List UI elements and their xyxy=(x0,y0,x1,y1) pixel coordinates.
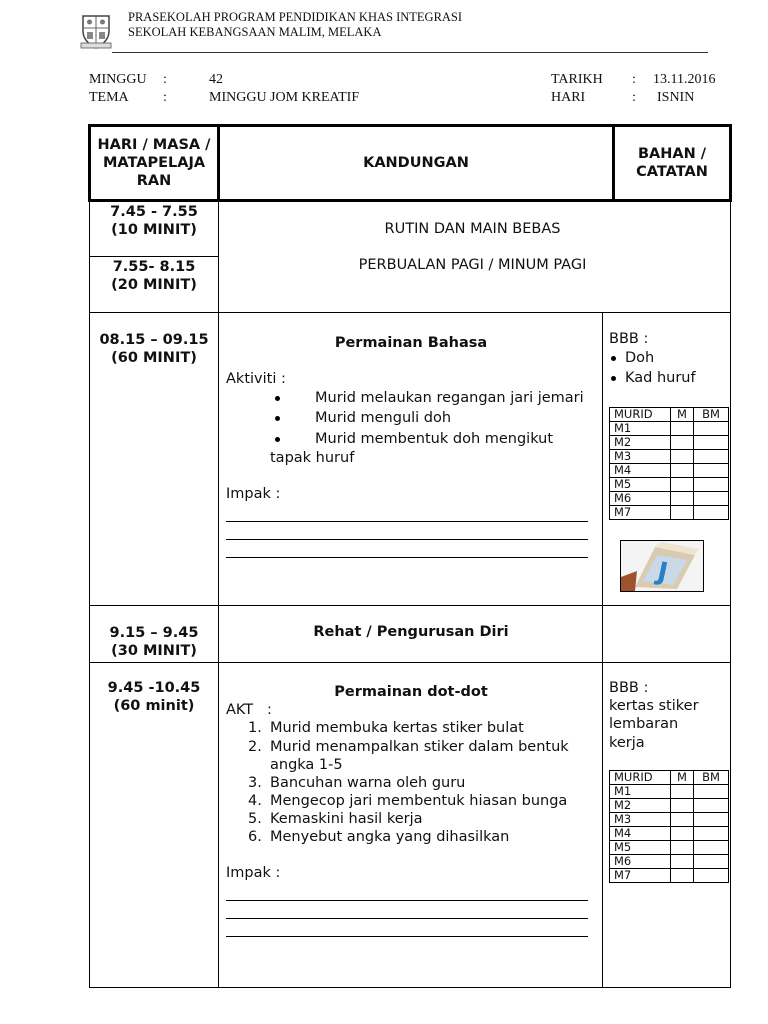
row2-item-2: Murid menguli doh xyxy=(315,410,452,426)
impak-line xyxy=(226,918,588,919)
row2-impak-label: Impak : xyxy=(226,486,281,502)
minggu-colon: : xyxy=(163,72,167,87)
tema-colon: : xyxy=(163,90,167,105)
row3-content: Rehat / Pengurusan Diri xyxy=(313,624,509,640)
row2-bbb-item-1: Doh xyxy=(625,350,655,366)
row4-num-1: 1. xyxy=(248,720,262,736)
hari-value: ISNIN xyxy=(657,90,695,105)
hari-label: HARI xyxy=(551,90,586,105)
row2-aktiviti-label: Aktiviti : xyxy=(226,371,286,387)
impak-line xyxy=(226,539,588,540)
bullet-icon xyxy=(611,356,616,361)
row2-item-1: Murid melaukan regangan jari jemari xyxy=(315,390,584,406)
row2-bbb-item-2: Kad huruf xyxy=(625,370,696,386)
row4-item-2: Murid menampalkan stiker dalam bentuk xyxy=(270,739,569,755)
row4-num-4: 4. xyxy=(248,793,262,809)
row2-time: 08.15 – 09.15 (60 MINIT) xyxy=(99,332,209,366)
header-hari-masa: HARI / MASA / MATAPELAJA RAN xyxy=(97,137,211,189)
impak-line xyxy=(226,557,588,558)
row1-time-2: 7.55- 8.15 (20 MINIT) xyxy=(111,259,197,293)
row2-bbb-label: BBB : xyxy=(609,331,649,347)
murid-table-1: MURID M BM M1 M2 M3 M4 M5 M6 M7 xyxy=(609,407,729,520)
header-kandungan: KANDUNGAN xyxy=(363,155,469,171)
row4-item-6: Menyebut angka yang dihasilkan xyxy=(270,829,510,845)
letter-j: J xyxy=(654,556,671,589)
minggu-label: MINGGU xyxy=(89,72,147,87)
tarikh-colon: : xyxy=(632,72,636,87)
row4-time: 9.45 -10.45 (60 minit) xyxy=(107,680,201,714)
impak-line xyxy=(226,521,588,522)
bullet-icon xyxy=(275,416,280,421)
row4-bbb-label: BBB : xyxy=(609,680,649,696)
row4-bbb-line-3: kerja xyxy=(609,735,645,751)
row4-num-6: 6. xyxy=(248,829,262,845)
tema-value: MINGGU JOM KREATIF xyxy=(209,90,360,105)
row4-title: Permainan dot-dot xyxy=(334,684,488,700)
row2-item-3-cont: tapak huruf xyxy=(270,450,355,466)
bullet-icon xyxy=(275,437,280,442)
header-line-1: PRASEKOLAH PROGRAM PENDIDIKAN KHAS INTEGRASI xyxy=(128,10,463,24)
row4-bbb-line-2: lembaran xyxy=(609,716,679,732)
row4-item-4: Mengecop jari membentuk hiasan bunga xyxy=(270,793,568,809)
row4-num-5: 5. xyxy=(248,811,262,827)
row1-content-perbualan: PERBUALAN PAGI / MINUM PAGI xyxy=(358,257,587,273)
bullet-icon xyxy=(275,396,280,401)
hari-colon: : xyxy=(632,90,636,105)
row2-item-3: Murid membentuk doh mengikut xyxy=(315,431,554,447)
row4-item-2-cont: angka 1-5 xyxy=(270,757,343,773)
row4-item-1: Murid membuka kertas stiker bulat xyxy=(270,720,524,736)
row4-bbb-line-1: kertas stiker xyxy=(609,698,699,714)
row3-time: 9.15 – 9.45 (30 MINIT) xyxy=(109,625,199,659)
row4-num-2: 2. xyxy=(248,739,262,755)
letter-block-image xyxy=(620,540,704,592)
murid-table-2: MURID M BM M1 M2 M3 M4 M5 M6 M7 xyxy=(609,770,729,883)
row4-num-3: 3. xyxy=(248,775,262,791)
impak-line xyxy=(226,900,588,901)
minggu-value: 42 xyxy=(209,72,223,87)
row1-content-rutin: RUTIN DAN MAIN BEBAS xyxy=(384,221,561,237)
school-crest-icon xyxy=(80,13,112,49)
header-bahan-catatan: BAHAN / CATATAN xyxy=(636,146,708,180)
row4-impak-label: Impak : xyxy=(226,865,281,881)
impak-line xyxy=(226,936,588,937)
header-divider xyxy=(112,52,708,53)
row1-time-1: 7.45 - 7.55 (10 MINIT) xyxy=(110,204,198,238)
row4-akt-label: AKT : xyxy=(226,702,272,718)
row4-item-5: Kemaskini hasil kerja xyxy=(270,811,423,827)
row2-title: Permainan Bahasa xyxy=(334,335,488,351)
row4-item-3: Bancuhan warna oleh guru xyxy=(270,775,466,791)
tema-label: TEMA xyxy=(89,90,129,105)
tarikh-label: TARIKH xyxy=(551,72,603,87)
bullet-icon xyxy=(611,376,616,381)
tarikh-value: 13.11.2016 xyxy=(653,72,716,87)
header-line-2: SEKOLAH KEBANGSAAN MALIM, MELAKA xyxy=(128,25,382,39)
